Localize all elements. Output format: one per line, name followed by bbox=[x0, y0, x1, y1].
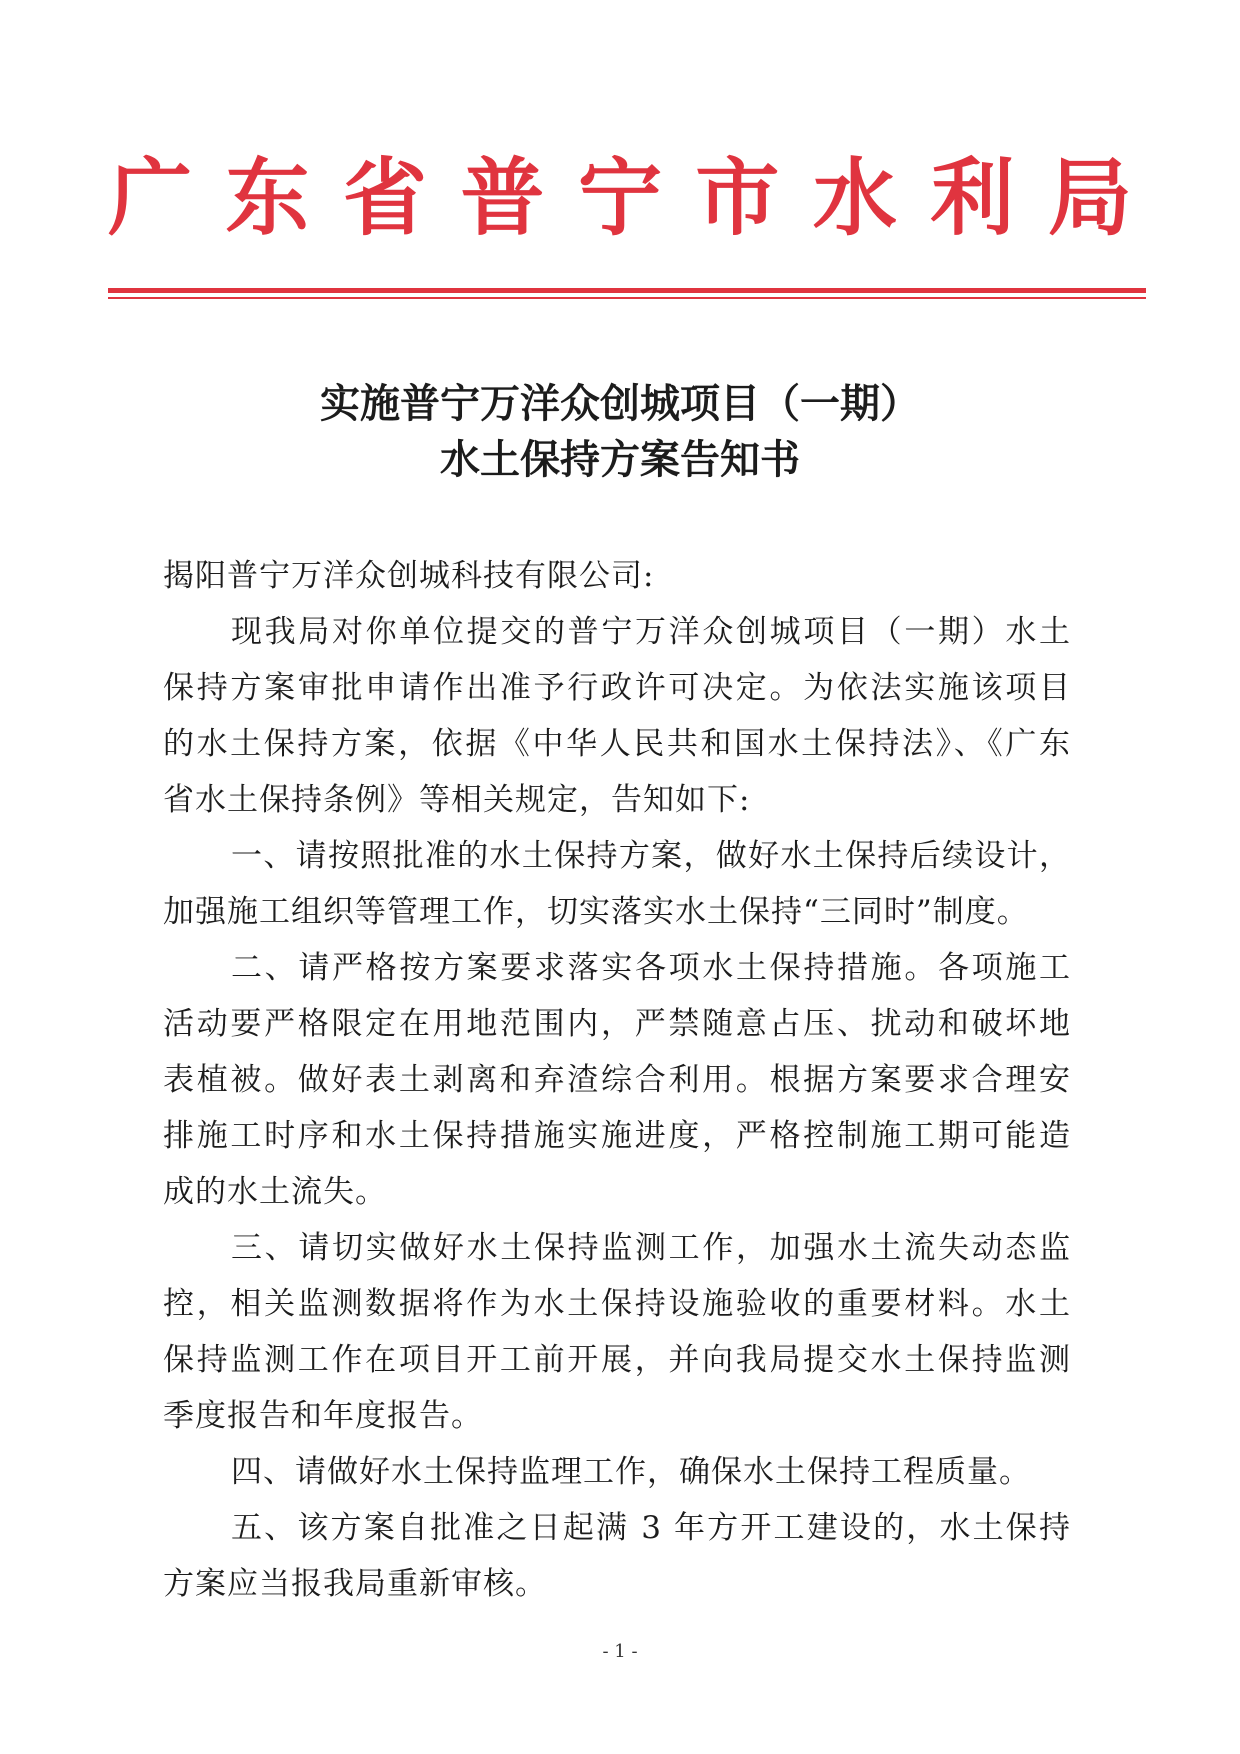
body-line: 保持方案审批申请作出准予行政许可决定。为依法实施该项目 bbox=[163, 670, 1071, 706]
letterhead-char: 普 bbox=[460, 148, 545, 247]
letterhead-rule-thin bbox=[108, 297, 1146, 299]
body-line: 三、请切实做好水土保持监测工作，加强水土流失动态监 bbox=[231, 1230, 1071, 1266]
letterhead-char: 广 bbox=[108, 148, 193, 247]
letterhead-rule-thick bbox=[108, 288, 1146, 293]
addressee: 揭阳普宁万洋众创城科技有限公司: bbox=[163, 558, 655, 594]
letterhead-char: 省 bbox=[342, 148, 427, 247]
body-line: 的水土保持方案，依据《中华人民共和国水土保持法》、《广东 bbox=[163, 726, 1071, 762]
letterhead-char: 利 bbox=[930, 148, 1015, 247]
document-title-line-1: 实施普宁万洋众创城项目（一期） bbox=[320, 380, 920, 427]
body-line: 保持监测工作在项目开工前开展，并向我局提交水土保持监测 bbox=[163, 1342, 1071, 1378]
body-line: 省水土保持条例》等相关规定，告知如下: bbox=[163, 782, 751, 818]
body-line: 现我局对你单位提交的普宁万洋众创城项目（一期）水土 bbox=[231, 614, 1071, 650]
body-line: 活动要严格限定在用地范围内，严禁随意占压、扰动和破坏地 bbox=[163, 1006, 1071, 1042]
body-line: 表植被。做好表土剥离和弃渣综合利用。根据方案要求合理安 bbox=[163, 1062, 1071, 1098]
body-line: 四、请做好水土保持监理工作，确保水土保持工程质量。 bbox=[231, 1454, 1031, 1490]
body-line: 二、请严格按方案要求落实各项水土保持措施。各项施工 bbox=[231, 950, 1071, 986]
document-title-line-2: 水土保持方案告知书 bbox=[440, 436, 800, 483]
letterhead-char: 局 bbox=[1047, 148, 1132, 247]
body-line: 一、请按照批准的水土保持方案，做好水土保持后续设计， bbox=[231, 838, 1071, 874]
letterhead-char: 市 bbox=[695, 148, 780, 247]
body-line: 五、该方案自批准之日起满 3 年方开工建设的，水土保持 bbox=[231, 1510, 1071, 1546]
letterhead-title bbox=[108, 148, 1132, 248]
letterhead-char: 东 bbox=[225, 148, 310, 247]
body-line: 成的水土流失。 bbox=[163, 1174, 387, 1210]
body-line: 排施工时序和水土保持措施实施进度，严格控制施工期可能造 bbox=[163, 1118, 1071, 1154]
page-number: - 1 - bbox=[602, 1641, 638, 1662]
body-line: 加强施工组织等管理工作，切实落实水土保持“三同时”制度。 bbox=[163, 894, 1029, 930]
body-line: 方案应当报我局重新审核。 bbox=[163, 1566, 547, 1602]
body-line: 控，相关监测数据将作为水土保持设施验收的重要材料。水土 bbox=[163, 1286, 1071, 1322]
body-line: 季度报告和年度报告。 bbox=[163, 1398, 483, 1434]
letterhead-char: 宁 bbox=[577, 148, 662, 247]
letterhead-char: 水 bbox=[812, 148, 897, 247]
